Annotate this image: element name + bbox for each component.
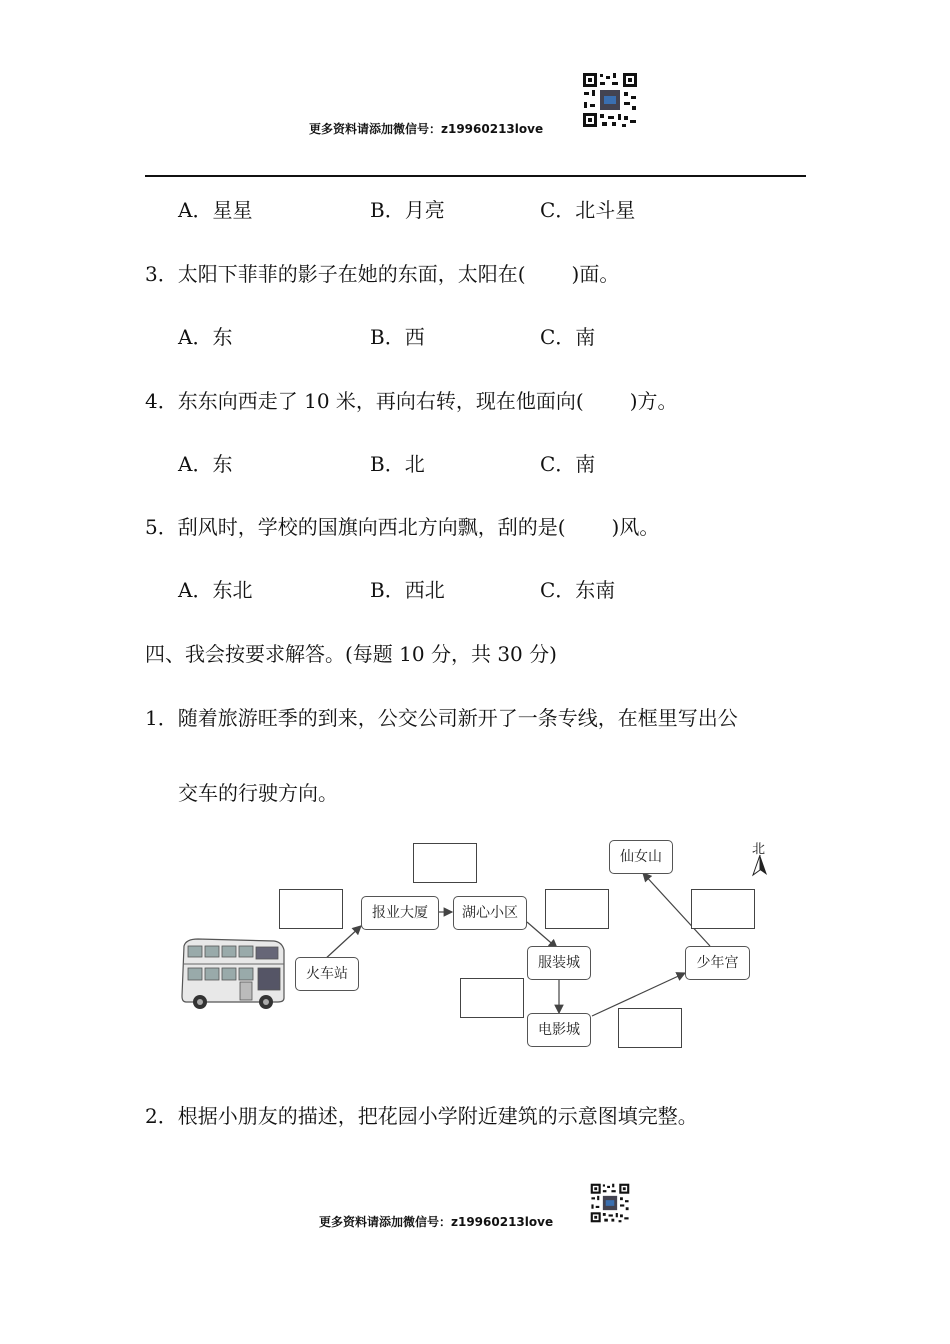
answer-box-2[interactable] [413, 843, 477, 883]
node-newspaper-building: 报业大厦 [361, 896, 439, 930]
double-decker-bus-icon [178, 936, 288, 1012]
problem-2 [145, 1102, 698, 1130]
q2-option-c: C．北斗星 [540, 198, 636, 222]
question-3-text-before: 太阳下菲菲的影子在她的东面，太阳在( [177, 262, 526, 286]
problem-1-line-2: 交车的行驶方向。 [178, 781, 338, 805]
answer-box-3[interactable] [545, 889, 609, 929]
footer-qr-code [590, 1183, 630, 1223]
node-fairy-mountain: 仙女山 [609, 840, 673, 874]
q5-option-c: C．东南 [540, 578, 616, 602]
question-5-text-before: 刮风时，学校的国旗向西北方向飘，刮的是( [177, 515, 566, 539]
question-3 [145, 260, 619, 288]
question-5-number: 5． [145, 515, 178, 539]
node-train-station: 火车站 [295, 957, 359, 991]
answer-box-4[interactable] [460, 978, 524, 1018]
q3-option-c: C．南 [540, 325, 596, 349]
q4-option-b: B．北 [370, 452, 425, 476]
q5-option-b: B．西北 [370, 578, 445, 602]
q2-option-b: B．月亮 [370, 198, 445, 222]
bus-route-diagram [175, 830, 795, 1060]
arrow-train-to-newspaper [323, 926, 361, 961]
header-divider [145, 175, 806, 177]
header-qr-code [582, 72, 638, 128]
node-lake-community: 湖心小区 [453, 896, 527, 930]
node-clothing-city: 服装城 [527, 946, 591, 980]
answer-box-6[interactable] [691, 889, 755, 929]
question-5 [145, 513, 659, 541]
question-4-text-after: )方。 [629, 389, 678, 413]
question-3-number: 3． [145, 262, 178, 286]
q4-option-c: C．南 [540, 452, 596, 476]
question-4-text-before: 东东向西走了 10 米，再向右转，现在他面向( [177, 389, 584, 413]
q2-option-a: A．星星 [178, 198, 253, 222]
q3-option-a: A．东 [178, 325, 233, 349]
question-5-text-after: )风。 [611, 515, 660, 539]
q4-option-a: A．东 [178, 452, 233, 476]
question-4 [145, 387, 678, 415]
north-label: 北 [752, 842, 766, 857]
problem-1-text-1: 随着旅游旺季的到来，公交公司新开了一条专线，在框里写出公 [177, 706, 738, 730]
answer-box-5[interactable] [618, 1008, 682, 1048]
problem-2-number: 2． [145, 1104, 178, 1128]
footer-wechat-text: 更多资料请添加微信号：z19960213love [319, 1215, 554, 1229]
q3-option-b: B．西 [370, 325, 425, 349]
question-4-number: 4． [145, 389, 178, 413]
problem-1-number: 1． [145, 706, 178, 730]
north-arrow-icon [753, 855, 767, 875]
answer-box-1[interactable] [279, 889, 343, 929]
question-3-text-after: )面。 [571, 262, 620, 286]
problem-2-text: 根据小朋友的描述，把花园小学附近建筑的示意图填完整。 [177, 1104, 698, 1128]
node-cinema-city: 电影城 [527, 1013, 591, 1047]
header-wechat-text: 更多资料请添加微信号：z19960213love [309, 122, 544, 136]
q5-option-a: A．东北 [178, 578, 253, 602]
section-4-title: 四、我会按要求解答。(每题 10 分，共 30 分) [145, 642, 557, 666]
problem-1-line-1 [145, 704, 738, 732]
node-youth-palace: 少年宫 [685, 946, 750, 980]
